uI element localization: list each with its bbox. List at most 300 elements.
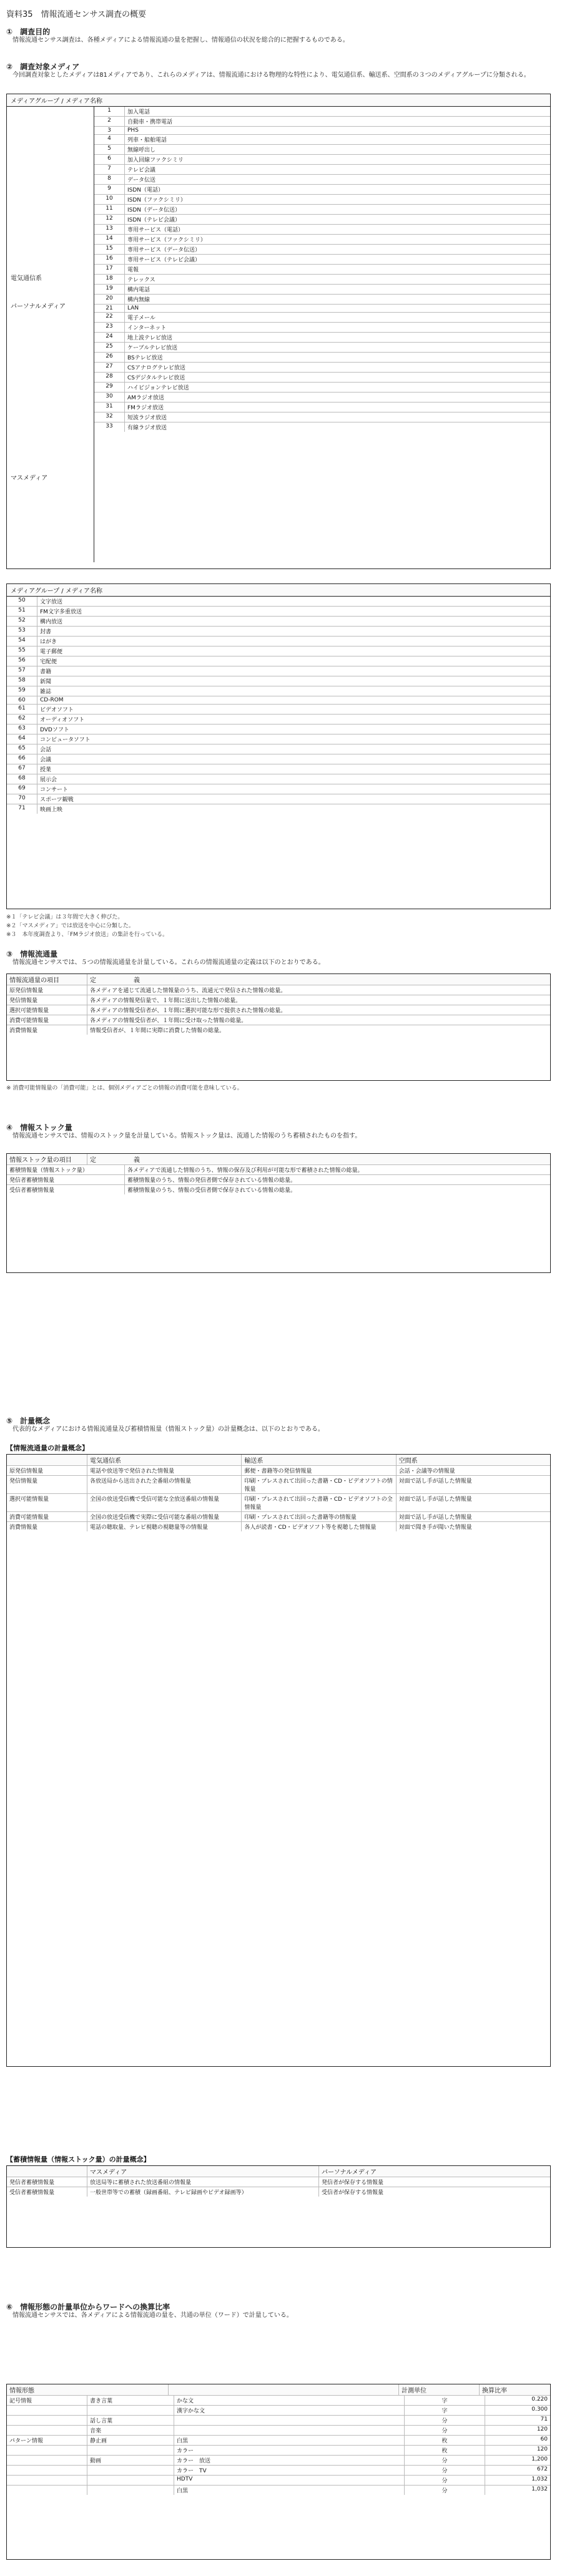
media-table-2-row-cell-0: 61 <box>7 705 37 714</box>
conversion-row-cell-2: カラー <box>174 2446 405 2455</box>
flow-concept-row-cell-1: 電話や放送等で発信された情報量 <box>87 1466 242 1475</box>
flow-concept-row-cell-2: 郵便・書籍等の発信情報量 <box>242 1466 396 1475</box>
stock-definition-header-left: 情報ストック量の項目 <box>7 1154 87 1164</box>
media-table-2-row <box>7 754 550 764</box>
media-table-1-row <box>94 305 550 313</box>
media-table-1-row-cell-0: 16 <box>94 255 125 264</box>
note-1: ※１「テレビ会議」は３年間で大きく伸びた。 <box>6 914 124 920</box>
section-5-heading: ⑤ 計量概念 <box>6 1417 51 1425</box>
media-table-1-row-cell-0: 12 <box>94 215 125 224</box>
media-table-2 <box>6 583 551 909</box>
stock-definition-header <box>7 1154 550 1165</box>
conversion-row <box>7 2416 550 2426</box>
conversion-row-cell-0: パターン情報 <box>7 2436 87 2445</box>
conversion-row <box>7 2466 550 2476</box>
media-table-1-row-cell-1: CSアナログテレビ放送 <box>127 365 185 371</box>
conversion-row-cell-4: 120 <box>536 2426 548 2432</box>
flow-concept-header-3: 空間系 <box>398 1458 418 1465</box>
media-table-1-row <box>94 412 550 422</box>
flow-concept-row-cell-1: 全国の放送受信機で受信可能な全放送番組の情報量 <box>87 1494 242 1511</box>
media-table-1-row-cell-1: インターネット <box>127 325 167 331</box>
conversion-header <box>7 2384 550 2396</box>
media-table-2-row-cell-1: 封書 <box>40 629 52 635</box>
media-table-1-row-cell-1: ハイビジョンテレビ放送 <box>127 385 189 391</box>
media-table-1-row <box>94 295 550 305</box>
flow-concept-row <box>7 1512 550 1522</box>
flow-definition-rows <box>7 985 550 1035</box>
stock-concept-header <box>7 2166 550 2177</box>
flow-definition-row <box>7 985 550 995</box>
media-table-2-row-cell-0: 62 <box>7 715 37 724</box>
conversion-row-cell-2: 漢字かな文 <box>174 2406 405 2415</box>
conversion-row-cell-3: 分 <box>405 2486 485 2495</box>
flow-concept-subtitle: 【情報流通量の計量概念】 <box>6 1444 89 1452</box>
media-table-1-row-cell-0: 23 <box>94 323 125 332</box>
media-table-2-row-cell-0: 59 <box>7 686 37 696</box>
flow-concept-row <box>7 1466 550 1476</box>
media-table-1-row-cell-1: 地上波テレビ放送 <box>127 335 172 341</box>
conversion-row-cell-0: 記号情報 <box>7 2396 87 2405</box>
media-table-2-row-cell-0: 56 <box>7 656 37 666</box>
media-table-2-row-cell-0: 52 <box>7 617 37 626</box>
conversion-row-cell-3: 分 <box>405 2426 485 2435</box>
flow-concept-header <box>7 1455 550 1466</box>
conversion-row-cell-1 <box>87 2406 174 2415</box>
media-table-1-row-cell-0: 11 <box>94 205 125 214</box>
media-table-1-row <box>94 422 550 432</box>
media-table-1-caption: メディアグループ / メディア名称 <box>7 94 550 107</box>
media-table-2-row <box>7 804 550 814</box>
conversion-row-cell-0 <box>7 2456 87 2465</box>
conversion-row-cell-4: 0.220 <box>531 2396 548 2403</box>
flow-definition-row <box>7 1025 550 1035</box>
media-table-1-row <box>94 127 550 135</box>
conversion-header-1 <box>169 2384 399 2395</box>
stock-concept-row-cell-0: 発信者蓄積情報量 <box>7 2177 87 2187</box>
media-table-1-group-telecom: 電気通信系 <box>11 275 42 282</box>
flow-concept-row-cell-2: 各人が読書・CD・ビデオソフト等を視聴した情報量 <box>242 1522 396 1531</box>
section-6-heading: ⑥ 情報形態の計量単位からワードへの換算比率 <box>6 2303 170 2311</box>
media-table-1-row <box>94 215 550 225</box>
media-table-1-row-cell-0: 6 <box>94 155 125 164</box>
conversion-row-cell-4: 1,032 <box>531 2476 548 2482</box>
conversion-row-cell-3: 分 <box>405 2466 485 2475</box>
media-table-2-caption: メディアグループ / メディア名称 <box>7 584 550 597</box>
media-table-1-row-cell-1: ケーブルテレビ放送 <box>127 345 178 351</box>
media-table-1-row <box>94 235 550 245</box>
media-table-2-row <box>7 666 550 676</box>
media-table-2-row <box>7 676 550 686</box>
media-table-2-row-cell-1: 構内放送 <box>40 619 63 625</box>
note-2: ※２「マスメディア」では放送を中心に分類した。 <box>6 923 134 929</box>
media-table-2-row-cell-1: 文字放送 <box>40 599 63 605</box>
media-table-1-row-cell-0: 15 <box>94 245 125 254</box>
media-table-1-row-cell-0: 17 <box>94 265 125 274</box>
flow-concept-row-cell-0: 原発信情報量 <box>7 1466 87 1475</box>
media-table-1-row-cell-0: 7 <box>94 165 125 174</box>
media-table-1 <box>6 94 551 569</box>
stock-concept-table <box>6 2165 551 2248</box>
media-table-1-row-cell-0: 21 <box>94 305 125 312</box>
stock-definition-row-cell-0: 発信者蓄積情報量 <box>7 1175 125 1184</box>
flow-definition-row <box>7 995 550 1005</box>
conversion-row <box>7 2456 550 2466</box>
media-table-1-row <box>94 333 550 343</box>
section-1-body: 情報流通センサス調査は、各種メディアによる情報流通の量を把握し、情報通信の状況を総合的に把握するものである。 <box>6 37 349 44</box>
conversion-row-cell-3: 枚 <box>405 2436 485 2445</box>
media-table-1-group-mass: マスメディア <box>11 475 48 482</box>
media-table-1-row <box>94 373 550 383</box>
media-table-2-row-cell-1: FM文字多重放送 <box>40 609 82 615</box>
conversion-row <box>7 2476 550 2486</box>
media-table-1-row-cell-1: 電子メール <box>127 315 155 321</box>
media-table-1-row-cell-0: 25 <box>94 343 125 352</box>
flow-definition-table <box>6 973 551 1081</box>
conversion-header-3: 換算比率 <box>482 2388 507 2394</box>
media-table-1-row-cell-0: 24 <box>94 333 125 342</box>
conversion-row-cell-2: カラー TV <box>174 2466 405 2475</box>
flow-concept-row-cell-3: 対面で聞き手が聞いた情報量 <box>398 1525 472 1531</box>
media-table-1-row-cell-0: 5 <box>94 145 125 154</box>
media-table-2-row-cell-0: 64 <box>7 734 37 744</box>
media-table-1-row-cell-0: 13 <box>94 225 125 234</box>
conversion-row-cell-0 <box>7 2416 87 2425</box>
conversion-row-cell-3: 字 <box>405 2396 485 2405</box>
section-2-body: 今回調査対象としたメディアは81メディアであり、これらのメディアは、情報流通における物理的な特性により、電気通信系、輸送系、空間系の３つのメディアグループに分類される。 <box>6 72 530 79</box>
media-table-1-row <box>94 323 550 333</box>
flow-concept-row-cell-0: 消費情報量 <box>7 1522 87 1531</box>
flow-definition-row <box>7 1015 550 1025</box>
media-table-2-row-cell-0: 57 <box>7 666 37 676</box>
media-table-2-row <box>7 715 550 724</box>
media-table-1-row-cell-0: 28 <box>94 373 125 382</box>
flow-concept-row-cell-0: 選択可能情報量 <box>7 1494 87 1511</box>
conversion-row-cell-2: 白黒 <box>174 2436 405 2445</box>
media-table-2-row <box>7 744 550 754</box>
flow-definition-header-left: 情報流通量の項目 <box>7 974 87 985</box>
media-table-1-row-cell-1: LAN <box>127 305 139 311</box>
flow-definition-row <box>7 1005 550 1015</box>
media-table-1-row-cell-0: 1 <box>94 107 125 116</box>
stock-concept-rows <box>7 2177 550 2197</box>
media-table-2-row-cell-0: 63 <box>7 724 37 734</box>
media-table-2-row-cell-1: 電子郵便 <box>40 649 63 655</box>
media-table-1-row-cell-1: 列車・船舶電話 <box>127 137 167 144</box>
media-table-1-row <box>94 363 550 373</box>
media-table-1-rows <box>94 107 550 562</box>
flow-concept-row-cell-3: 対面で話し手が話した情報量 <box>398 1496 472 1503</box>
media-table-2-row <box>7 686 550 696</box>
conversion-row-cell-4: 0.300 <box>531 2406 548 2413</box>
conversion-row <box>7 2406 550 2416</box>
media-table-1-row-cell-0: 26 <box>94 353 125 362</box>
media-table-2-row <box>7 656 550 666</box>
media-table-2-row-cell-0: 65 <box>7 744 37 754</box>
media-table-2-row <box>7 774 550 784</box>
media-table-1-row-cell-1: テレックス <box>127 277 155 283</box>
media-table-1-row-cell-0: 27 <box>94 363 125 372</box>
media-table-2-row-cell-0: 50 <box>7 597 37 606</box>
flow-concept-row-cell-2: 印刷・プレスされて出回った書籍・CD・ビデオソフトの情報量 <box>242 1476 396 1493</box>
conversion-header-2: 計測単位 <box>399 2384 480 2395</box>
flow-definition-footnote: ※ 消費可能情報量の「消費可能」とは、個別メディアごとの情報の消費可能を意味している。 <box>6 1085 243 1091</box>
media-table-2-rows <box>7 597 550 814</box>
media-table-2-row-cell-1: 雑誌 <box>40 689 52 695</box>
media-table-2-row-cell-1: 展示会 <box>40 777 57 783</box>
media-table-1-row <box>94 383 550 393</box>
media-table-1-row-cell-1: 有線ラジオ放送 <box>127 425 167 431</box>
media-table-2-row-cell-1: 会話 <box>40 747 52 753</box>
stock-definition-row-cell-0: 蓄積情報量（情報ストック量） <box>7 1165 125 1174</box>
media-table-2-row-cell-0: 60 <box>7 696 37 704</box>
conversion-row-cell-0 <box>7 2406 87 2415</box>
flow-concept-row-cell-1: 各放送局から送出された全番組の情報量 <box>87 1476 242 1493</box>
conversion-row-cell-1: 音楽 <box>87 2426 174 2435</box>
media-table-1-row-cell-0: 33 <box>94 422 125 432</box>
media-table-2-row-cell-0: 51 <box>7 607 37 616</box>
flow-concept-header-2: 輸送系 <box>242 1455 396 1465</box>
media-table-1-row <box>94 117 550 127</box>
flow-definition-header-right: 定 義 <box>90 977 140 984</box>
media-table-1-row <box>94 402 550 412</box>
conversion-row-cell-4: 1,200 <box>531 2456 548 2462</box>
media-table-2-row <box>7 724 550 734</box>
stock-concept-header-0 <box>7 2166 87 2177</box>
conversion-row <box>7 2446 550 2456</box>
media-table-1-row-cell-1: CSデジタルテレビ放送 <box>127 375 185 381</box>
media-table-1-row-cell-0: 9 <box>94 185 125 194</box>
flow-concept-row-cell-3: 対面で話し手が話した情報量 <box>398 1478 472 1485</box>
stock-definition-row <box>7 1165 550 1175</box>
stock-definition-table <box>6 1153 551 1273</box>
media-table-1-row <box>94 313 550 323</box>
conversion-row-cell-1 <box>87 2446 174 2455</box>
note-3: ※３ 本年度調査より、「FMラジオ放送」の集計を行っている。 <box>6 932 168 938</box>
flow-concept-row-cell-0: 消費可能情報量 <box>7 1512 87 1521</box>
flow-concept-row-cell-3: 対面で話し手が話した情報量 <box>398 1515 472 1521</box>
stock-definition-row-cell-1: 各メディアで流通した情報のうち、情報の保存及び利用が可能な形で蓄積された情報の総量。 <box>127 1168 363 1174</box>
media-table-1-row-cell-0: 20 <box>94 295 125 304</box>
media-table-2-row-cell-1: 宅配便 <box>40 659 57 665</box>
media-table-2-row-cell-1: はがき <box>40 639 57 645</box>
conversion-row <box>7 2396 550 2406</box>
flow-concept-row-cell-2: 印刷・プレスされて出回った書籍・CD・ビデオソフトの全情報量 <box>242 1494 396 1511</box>
media-table-2-row-cell-0: 58 <box>7 676 37 686</box>
conversion-row-cell-3: 分 <box>405 2476 485 2485</box>
media-table-1-row-cell-0: 4 <box>94 135 125 144</box>
media-table-1-row-cell-1: PHS <box>127 127 139 134</box>
conversion-row-cell-2 <box>174 2416 405 2425</box>
conversion-row-cell-0 <box>7 2426 87 2435</box>
media-table-2-row-cell-0: 53 <box>7 627 37 636</box>
media-table-1-row <box>94 265 550 275</box>
conversion-row-cell-1: 話し言葉 <box>87 2416 174 2425</box>
media-table-1-row-cell-0: 30 <box>94 393 125 402</box>
stock-definition-row-cell-0: 受信者蓄積情報量 <box>7 1185 125 1194</box>
media-table-1-row-cell-0: 18 <box>94 275 125 284</box>
flow-definition-row-cell-1: 各メディアの情報受信者が、１年間に選択可能な形で提供された情報の総量。 <box>90 1008 287 1014</box>
conversion-row-cell-0 <box>7 2466 87 2475</box>
media-table-1-groups <box>7 107 94 562</box>
media-table-2-row <box>7 637 550 646</box>
flow-definition-row-cell-0: 原発信情報量 <box>7 985 87 995</box>
media-table-1-row-cell-1: 専用サービス（データ伝送） <box>127 247 201 253</box>
flow-definition-row-cell-0: 発信情報量 <box>7 995 87 1005</box>
media-table-2-row-cell-1: 書籍 <box>40 669 52 675</box>
media-table-1-row-cell-1: 専用サービス（テレビ会議） <box>127 257 200 263</box>
media-table-2-row-cell-0: 71 <box>7 804 37 814</box>
media-table-2-row-cell-1: 会議 <box>40 757 52 763</box>
media-table-1-group-personal: パーソナルメディア <box>11 303 66 310</box>
media-table-1-row <box>94 107 550 117</box>
flow-concept-row <box>7 1494 550 1512</box>
media-table-1-row-cell-1: 構内無線 <box>127 297 150 303</box>
stock-concept-subtitle: 【蓄積情報量（情報ストック量）の計量概念】 <box>6 2155 150 2164</box>
media-table-1-row-cell-1: AMラジオ放送 <box>127 395 164 401</box>
conversion-row-cell-4: 120 <box>536 2446 548 2452</box>
stock-concept-row-cell-1: 放送局等に蓄積された放送番組の情報量 <box>87 2177 319 2187</box>
stock-definition-row-cell-1: 蓄積情報量のうち、情報の受信者側で保存されている情報の総量。 <box>127 1188 297 1194</box>
media-table-2-row <box>7 607 550 617</box>
media-table-1-row-cell-1: 無線呼出し <box>127 147 156 154</box>
stock-concept-header-2: パーソナルメディア <box>322 2169 377 2176</box>
media-table-2-row-cell-0: 69 <box>7 784 37 794</box>
media-table-1-row <box>94 165 550 175</box>
media-table-1-row-cell-0: 32 <box>94 412 125 422</box>
conversion-row-cell-3: 枚 <box>405 2446 485 2455</box>
conversion-row-cell-3: 分 <box>405 2416 485 2425</box>
media-table-1-row-cell-1: FMラジオ放送 <box>127 405 164 411</box>
stock-definition-row-cell-1: 蓄積情報量のうち、情報の発信者側で保存されている情報の総量。 <box>127 1178 297 1184</box>
media-table-1-row <box>94 145 550 155</box>
media-table-1-row-cell-0: 31 <box>94 402 125 412</box>
media-table-1-row-cell-1: ISDN（ファクシミリ） <box>127 197 186 203</box>
media-table-1-row-cell-0: 2 <box>94 117 125 126</box>
conversion-row-cell-1 <box>87 2476 174 2485</box>
media-table-1-row-cell-1: テレビ会議 <box>127 167 155 173</box>
media-table-1-row-cell-0: 3 <box>94 127 125 134</box>
media-table-2-row-cell-0: 70 <box>7 794 37 804</box>
conversion-row <box>7 2486 550 2495</box>
page-title: 資料35 情報流通センサス調査の概要 <box>6 10 147 19</box>
conversion-row-cell-1: 動画 <box>87 2456 174 2465</box>
stock-definition-header-right: 定 義 <box>90 1157 140 1164</box>
media-table-1-row-cell-1: 加入電話 <box>127 109 150 115</box>
media-table-1-row-cell-1: ISDN（電話） <box>127 187 164 193</box>
section-3-body: 情報流通センサスでは、５つの情報流通量を計量している。これらの情報流通量の定義は以下のとおりである。 <box>6 959 325 966</box>
conversion-row-cell-1: 書き言葉 <box>87 2396 174 2405</box>
conversion-row-cell-2: かな文 <box>174 2396 405 2405</box>
media-table-2-row <box>7 627 550 637</box>
flow-concept-row <box>7 1522 550 1531</box>
media-table-2-row-cell-1: 授業 <box>40 767 52 773</box>
media-table-2-row-cell-1: オーディオソフト <box>40 717 85 723</box>
conversion-rows <box>7 2396 550 2495</box>
conversion-row-cell-4: 1,032 <box>531 2486 548 2492</box>
media-table-1-row <box>94 285 550 295</box>
flow-definition-row-cell-1: 情報受信者が、１年間に実際に消費した情報の総量。 <box>90 1028 225 1034</box>
media-table-1-row <box>94 155 550 165</box>
flow-definition-row-cell-0: 選択可能情報量 <box>7 1005 87 1015</box>
media-table-1-row-cell-1: ISDN（データ伝送） <box>127 207 181 213</box>
conversion-header-0: 情報形態 <box>7 2384 169 2395</box>
media-table-2-row-cell-0: 66 <box>7 754 37 764</box>
flow-concept-row <box>7 1476 550 1494</box>
flow-concept-header-1: 電気通信系 <box>87 1455 242 1465</box>
flow-definition-row-cell-1: 各メディアの情報受信者が、１年間に受け取った情報の総量。 <box>90 1018 247 1024</box>
conversion-row <box>7 2426 550 2436</box>
section-4-heading: ④ 情報ストック量 <box>6 1123 72 1132</box>
stock-concept-row-cell-0: 受信者蓄積情報量 <box>7 2187 87 2197</box>
media-table-2-row <box>7 646 550 656</box>
media-table-1-row-cell-1: 専用サービス（ファクシミリ） <box>127 237 206 243</box>
media-table-1-row <box>94 393 550 402</box>
section-2-heading: ② 調査対象メディア <box>6 62 80 71</box>
media-table-2-row-cell-1: CD-ROM <box>40 697 64 703</box>
media-table-2-row <box>7 597 550 607</box>
conversion-row-cell-4: 672 <box>536 2466 548 2472</box>
conversion-row-cell-1 <box>87 2486 174 2495</box>
stock-concept-row-cell-2: 受信者が保存する情報量 <box>322 2190 384 2196</box>
media-table-1-row <box>94 195 550 205</box>
flow-definition-row-cell-1: 各メディアを通じて流通した情報量のうち、流通元で発信された情報の総量。 <box>90 988 287 994</box>
flow-concept-rows <box>7 1466 550 1531</box>
media-table-1-row-cell-0: 22 <box>94 313 125 322</box>
stock-concept-row <box>7 2187 550 2197</box>
media-table-1-row <box>94 255 550 265</box>
conversion-row-cell-4: 71 <box>540 2416 548 2422</box>
media-table-2-row-cell-1: コンピュータソフト <box>40 737 91 743</box>
media-table-1-row-cell-1: 自動車・携帯電話 <box>127 119 173 125</box>
media-table-1-row-cell-1: 短波ラジオ放送 <box>127 415 167 421</box>
media-table-2-row-cell-1: 新聞 <box>40 679 52 685</box>
flow-concept-row-cell-2: 印刷・プレスされて出回った書籍等の情報量 <box>242 1512 396 1521</box>
conversion-row-cell-0 <box>7 2446 87 2455</box>
flow-concept-row-cell-1: 電話の聴取量、テレビ視聴の視聴量等の情報量 <box>87 1522 242 1531</box>
flow-definition-row-cell-0: 消費情報量 <box>7 1025 87 1035</box>
conversion-row <box>7 2436 550 2446</box>
media-table-1-row <box>94 225 550 235</box>
media-table-2-row <box>7 734 550 744</box>
media-table-1-row-cell-1: 加入回線ファクシミリ <box>127 157 184 163</box>
section-3-heading: ③ 情報流通量 <box>6 950 58 959</box>
flow-concept-row-cell-0: 発信情報量 <box>7 1476 87 1493</box>
media-table-2-row-cell-1: コンサート <box>40 787 69 793</box>
flow-definition-row-cell-1: 各メディアの情報発信量で、１年間に送出した情報の総量。 <box>90 998 242 1004</box>
flow-concept-row-cell-1: 全国の放送受信機で実際に受信可能な番組の情報量 <box>87 1512 242 1521</box>
media-table-2-row-cell-1: DVDソフト <box>40 727 69 733</box>
media-table-2-row-cell-0: 67 <box>7 764 37 774</box>
media-table-2-row-cell-0: 55 <box>7 646 37 656</box>
flow-definition-row-cell-0: 消費可能情報量 <box>7 1015 87 1025</box>
media-table-1-row-cell-1: 電報 <box>127 267 139 273</box>
conversion-row-cell-2 <box>174 2426 405 2435</box>
media-table-2-row-cell-1: ビデオソフト <box>40 707 74 713</box>
conversion-row-cell-1: 静止画 <box>87 2436 174 2445</box>
media-table-2-row-cell-1: スポーツ観戦 <box>40 797 74 803</box>
section-5-body: 代表的なメディアにおける情報流通量及び蓄積情報量（情報ストック量）の計量概念は、以下のとおりである。 <box>6 1426 324 1433</box>
media-table-1-row-cell-1: ISDN（テレビ会議） <box>127 217 180 223</box>
conversion-row-cell-2: HDTV <box>174 2476 405 2485</box>
media-table-2-row <box>7 696 550 705</box>
media-table-1-row <box>94 353 550 363</box>
media-table-1-row <box>94 175 550 185</box>
stock-concept-header-1: マスメディア <box>87 2166 319 2177</box>
media-table-1-row-cell-1: 専用サービス（電話） <box>127 227 184 233</box>
media-table-1-row-cell-0: 29 <box>94 383 125 392</box>
media-table-1-row <box>94 205 550 215</box>
conversion-row-cell-0 <box>7 2476 87 2485</box>
